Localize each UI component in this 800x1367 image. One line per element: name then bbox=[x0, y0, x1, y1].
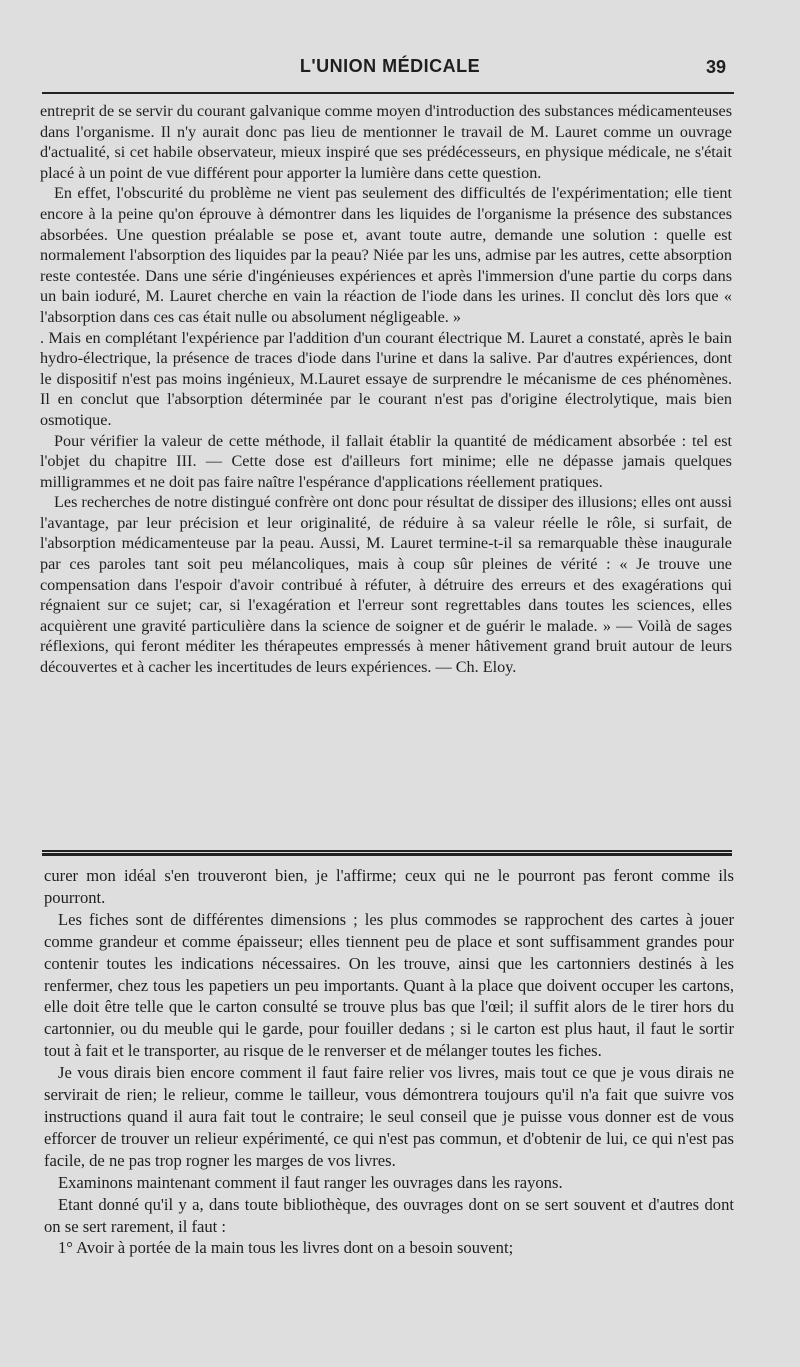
running-title: L'UNION MÉDICALE bbox=[299, 56, 481, 76]
article-paragraph: Les recherches de notre distingué confrère ont donc pour résultat de dissiper des illusions; elles ont aussi l'avantage, par leur précision et leur originalité, de réduire à sa valeur réelle le rôle, si surfait, de l'absorption médicamenteuse par la peau. Aussi, M. Lauret termine-t-il sa remarquable thèse inaugurale par ces paroles tant soit peu mélancoliques, mais à coup sûr pleines de vérité : « Je trouve une compensation dans l'espoir d'avoir contribué à réfuter, à détruire des erreurs et des exagérations qui régnaient sur ce sujet; car, si l'exagération et l'erreur sont regrettables dans toutes les sciences, elles acquièrent une gravité particulière dans la science de soigner et de guérir le malade. » — Voilà de sages réflexions, qui feront méditer les thérapeutes empressés à mener hâtivement grand bruit autour de leurs découvertes et à cacher les incertitudes de leurs expériences. — Ch. Eloy. bbox=[40, 493, 732, 677]
article-paragraph: . Mais en complétant l'expérience par l'addition d'un courant électrique M. Lauret a constaté, après le bain hydro-électrique, la présence de traces d'iode dans l'urine et dans la salive. Par d'autres expériences, dont le dispositif n'est pas moins ingénieux, M.Lauret essaye de surprendre le mécanisme de ces phénomènes. Il en conclut que l'absorption déterminée par le courant n'est pas d'origine électrolytique, mais bien osmotique. bbox=[40, 328, 732, 429]
feuilleton-paragraph: Les fiches sont de différentes dimensions ; les plus commodes se rapprochent des cartes à jouer comme grandeur et comme épaisseur; elles tiennent peu de place et sont suffisamment grandes pour contenir toutes les indications nécessaires. On les trouve, ainsi que les cartonniers destinés à les renfermer, chez tous les papetiers un peu importants. Quant à la place que doivent occuper les cartons, elle doit être telle que le carton consulté se trouve plus bas que l'œil; il suffit alors de le tirer hors du cartonnier, ou du meuble qui le garde, pour fouiller dedans ; si le carton est plus haut, il faut le sortir tout à fait et le transporter, au risque de le renverser et de mélanger toutes les fiches. bbox=[44, 909, 734, 1061]
feuilleton-section bbox=[44, 865, 734, 1259]
page-header bbox=[40, 44, 740, 84]
feuilleton-separator bbox=[42, 850, 732, 856]
feuilleton-paragraph: curer mon idéal s'en trouveront bien, je l'affirme; ceux qui ne le pourront pas feront comme ils pourront. bbox=[44, 866, 734, 907]
article-paragraph: Pour vérifier la valeur de cette méthode, il fallait établir la quantité de médicament absorbée : tel est l'objet du chapitre III. — Cette dose est d'ailleurs fort minime; elle ne dépasse jamais quelques milligrammes et ne doit pas faire naître l'espérance d'applications réellement pratiques. bbox=[40, 431, 732, 491]
article-section bbox=[40, 101, 732, 678]
article-paragraph: entreprit de se servir du courant galvanique comme moyen d'introduction des substances médicamenteuses dans l'organisme. Il n'y aurait donc pas lieu de mentionner le travail de M. Lauret comme un ouvrage d'actualité, si cet habile observateur, mieux inspiré que ses prédécesseurs, en physique médicale, ne s'était placé à un point de vue différent pour apporter la lumière dans cette question. bbox=[40, 102, 732, 182]
feuilleton-paragraph: Je vous dirais bien encore comment il faut faire relier vos livres, mais tout ce que je vous dirais ne servirait de rien; le relieur, comme le tailleur, vous démontrera toujours qu'il n'a fait que suivre vos instructions quand il aura fait tout le contraire; le seul conseil que je puisse vous donner est de vous efforcer de trouver un relieur expérimenté, ce qui n'est pas commun, et d'obtenir de lui, ce qui n'est pas facile, de ne pas trop rogner les marges de vos livres. bbox=[44, 1063, 734, 1170]
page-number: 39 bbox=[705, 57, 726, 77]
feuilleton-paragraph: Examinons maintenant comment il faut ranger les ouvrages dans les rayons. bbox=[58, 1172, 563, 1192]
feuilleton-paragraph: 1° Avoir à portée de la main tous les livres dont on a besoin souvent; bbox=[58, 1238, 514, 1258]
article-paragraph: En effet, l'obscurité du problème ne vient pas seulement des difficultés de l'expérimentation; elle tient encore à la peine qu'on éprouve à démontrer dans les liquides de l'organisme la présence des substances absorbées. Une question préalable se pose et, avant toute autre, demande une solution : quelle est normalement l'absorption des liquides par la peau? Niée par les uns, admise par les autres, cette absorption reste contestée. Dans une série d'ingénieuses expériences et après l'immersion d'une partie du corps dans un bain ioduré, M. Lauret cherche en vain la réaction de l'iode dans les urines. Il conclut dès lors que « l'absorption dans ces cas était nulle ou absolument négligeable. » bbox=[40, 184, 732, 326]
header-rule bbox=[42, 92, 734, 94]
feuilleton-paragraph: Etant donné qu'il y a, dans toute bibliothèque, des ouvrages dont on se sert souvent et d'autres dont on se sert rarement, il faut : bbox=[44, 1194, 734, 1236]
